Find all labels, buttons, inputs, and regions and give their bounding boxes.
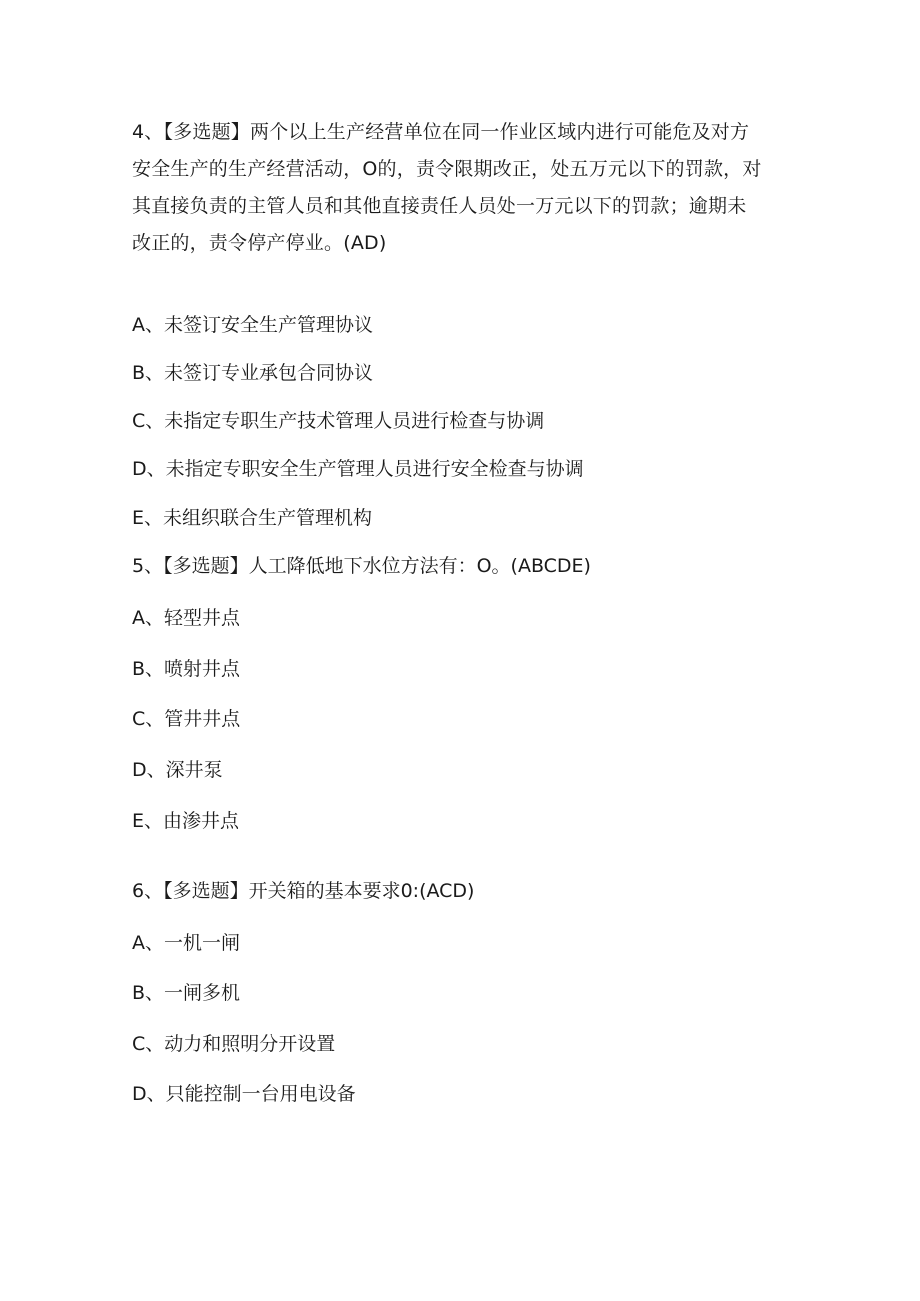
question-4-option-e: E、未组织联合生产管理机构	[132, 507, 373, 529]
question-5-option-d: D、深井泵	[132, 759, 223, 781]
question-4-line-3: 其直接负责的主管人员和其他直接责任人员处一万元以下的罚款；逾期未	[132, 195, 747, 217]
question-4-option-b: B、未签订专业承包合同协议	[132, 362, 374, 384]
question-4-line-4: 改正的，责令停产停业。(AD)	[132, 232, 387, 254]
question-4-option-d: D、未指定专职安全生产管理人员进行安全检查与协调	[132, 458, 584, 480]
question-6-option-d: D、只能控制一台用电设备	[132, 1083, 356, 1105]
question-6-text: 6、【多选题】开关箱的基本要求0:(ACD)	[132, 880, 475, 902]
question-6-option-c: C、动力和照明分开设置	[132, 1033, 336, 1055]
question-5-option-e: E、由渗井点	[132, 810, 240, 832]
question-5-option-b: B、喷射井点	[132, 658, 241, 680]
question-5-option-a: A、轻型井点	[132, 607, 240, 629]
question-4-text	[132, 114, 812, 262]
question-4-line-1: 4、【多选题】两个以上生产经营单位在同一作业区域内进行可能危及对方	[132, 121, 750, 143]
question-4-line-2: 安全生产的生产经营活动，O的，责令限期改正，处五万元以下的罚款，对	[132, 158, 762, 180]
question-4-option-a: A、未签订安全生产管理协议	[132, 314, 373, 336]
question-6-option-b: B、一闸多机	[132, 982, 241, 1004]
question-4-option-c: C、未指定专职生产技术管理人员进行检查与协调	[132, 410, 545, 432]
question-6-option-a: A、一机一闸	[132, 932, 240, 954]
question-5-text: 5、【多选题】人工降低地下水位方法有：O。(ABCDE)	[132, 555, 591, 577]
question-5-option-c: C、管井井点	[132, 708, 241, 730]
